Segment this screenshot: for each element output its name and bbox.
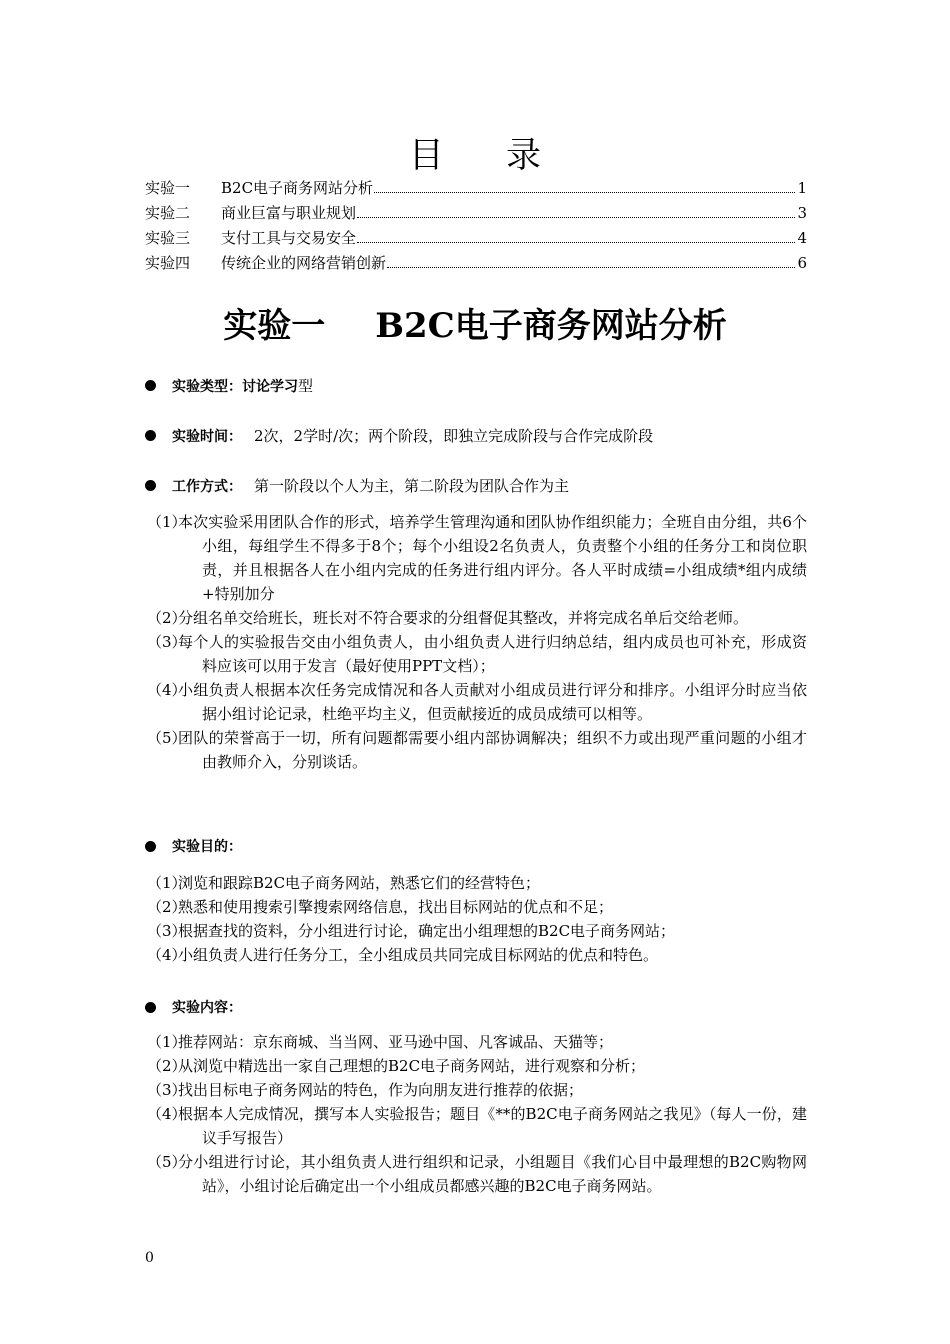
list-item-text: 本次实验采用团队合作的形式，培养学生管理沟通和团队协作组织能力；全班自由分组，共6个小组，每组学生不得多于8个；每个小组设2名负责人，负责整个小组的任务分工和岗位职责，并且根据各人在小组内完成的任务进行组内评分。各人平时成绩=小组成绩*组内成绩+特别加分 <box>178 513 807 603</box>
bullet-icon <box>145 841 156 852</box>
list-item-number: （3） <box>147 633 187 651</box>
page-number: 0 <box>145 1250 154 1266</box>
list-item <box>147 1102 807 1150</box>
list-item-number: （5） <box>147 729 187 747</box>
bullet-icon <box>145 380 156 391</box>
toc-entry-page: 6 <box>797 254 807 272</box>
list-item-text: 根据查找的资料，分小组进行讨论，确定出小组理想的B2C电子商务网站； <box>178 922 676 940</box>
table-of-contents <box>145 177 807 277</box>
list-item-text: 找出目标电子商务网站的特色，作为向朋友进行推荐的依据； <box>178 1081 584 1099</box>
list-item <box>147 1054 807 1078</box>
list-item <box>147 1078 807 1102</box>
list-item-number: （2） <box>147 1057 187 1075</box>
toc-title <box>0 128 950 178</box>
experiment-time <box>145 425 653 446</box>
toc-entry-number: 实验四 <box>145 254 191 272</box>
list-item-text: 分组名单交给班长，班长对不符合要求的分组督促其整改，并将完成名单后交给老师。 <box>178 609 749 627</box>
toc-leader-dots <box>387 266 795 268</box>
list-item-number: （2） <box>147 898 187 916</box>
toc-leader-dots <box>357 216 795 218</box>
experiment-content-list <box>147 1030 807 1198</box>
toc-entry[interactable] <box>145 252 807 277</box>
toc-entry-title: 传统企业的网络营销创新 <box>221 254 387 272</box>
toc-entry-title: 支付工具与交易安全 <box>221 229 357 247</box>
list-item-number: （5） <box>147 1153 187 1171</box>
list-item <box>147 871 807 895</box>
toc-entry-title: 商业巨富与职业规划 <box>221 204 357 222</box>
list-item-number: （4） <box>147 946 187 964</box>
list-item <box>147 630 807 678</box>
toc-entry[interactable] <box>145 227 807 252</box>
experiment-purpose <box>145 836 242 856</box>
toc-entry-page: 1 <box>797 179 807 197</box>
list-item-number: （3） <box>147 1081 187 1099</box>
list-item <box>147 1150 807 1198</box>
list-item-number: （1） <box>147 513 187 531</box>
list-item-text: 从浏览中精选出一家自己理想的B2C电子商务网站，进行观察和分析； <box>178 1057 646 1075</box>
toc-title-left: 目 <box>408 136 444 176</box>
chapter-heading <box>0 298 950 347</box>
toc-entry-page: 4 <box>797 229 807 247</box>
list-item-text: 小组负责人进行任务分工，全小组成员共同完成目标网站的优点和特色。 <box>178 946 659 964</box>
list-item-number: （1） <box>147 1033 187 1051</box>
list-item <box>147 943 807 967</box>
work-method-list <box>147 510 807 774</box>
experiment-content <box>145 997 242 1017</box>
toc-leader-dots <box>357 241 795 243</box>
list-item-number: （1） <box>147 874 187 892</box>
bullet-icon <box>145 430 156 441</box>
experiment-type-label: 实验类型：讨论学习 <box>172 378 298 395</box>
list-item-text: 每个人的实验报告交由小组负责人，由小组负责人进行归纳总结，组内成员也可补充，形成资料应该可以用于发言（最好使用PPT文档）； <box>178 633 807 675</box>
list-item-number: （3） <box>147 922 187 940</box>
list-item <box>147 726 807 774</box>
list-item-text: 小组负责人根据本次任务完成情况和各人贡献对小组成员进行评分和排序。小组评分时应当依据小组讨论记录，杜绝平均主义，但贡献接近的成员成绩可以相等。 <box>178 681 807 723</box>
experiment-time-label: 实验时间： <box>172 428 242 445</box>
work-method <box>145 475 569 496</box>
list-item <box>147 1030 807 1054</box>
work-method-value: 第一阶段以个人为主，第二阶段为团队合作为主 <box>254 477 570 495</box>
list-item-text: 团队的荣誉高于一切，所有问题都需要小组内部协调解决；组织不力或出现严重问题的小组才由教师介入，分别谈话。 <box>178 729 807 771</box>
list-item-number: （4） <box>147 1105 187 1123</box>
list-item-text: 推荐网站：京东商城、当当网、亚马逊中国、凡客诚品、天猫等； <box>178 1033 614 1051</box>
work-method-label: 工作方式： <box>172 478 242 495</box>
list-item-text: 根据本人完成情况，撰写本人实验报告；题目《**的B2C电子商务网站之我见》（每人一份，建议手写报告） <box>178 1105 807 1147</box>
toc-entry-number: 实验二 <box>145 204 191 222</box>
list-item-text: 分小组进行讨论，其小组负责人进行组织和记录，小组题目《我们心目中最理想的B2C购物网站》，小组讨论后确定出一个小组成员都感兴趣的B2C电子商务网站。 <box>178 1153 807 1195</box>
list-item <box>147 510 807 606</box>
experiment-type <box>145 375 313 396</box>
list-item <box>147 678 807 726</box>
experiment-purpose-label: 实验目的： <box>172 839 242 855</box>
list-item <box>147 919 807 943</box>
list-item <box>147 895 807 919</box>
experiment-content-label: 实验内容： <box>172 1000 242 1016</box>
chapter-heading-number: 实验一 <box>223 306 326 346</box>
list-item-text: 浏览和跟踪B2C电子商务网站，熟悉它们的经营特色； <box>178 874 541 892</box>
experiment-type-value: 型 <box>298 377 314 395</box>
toc-entry[interactable] <box>145 202 807 227</box>
list-item-number: （4） <box>147 681 187 699</box>
experiment-time-value: 2次，2学时/次；两个阶段，即独立完成阶段与合作完成阶段 <box>254 427 654 445</box>
list-item <box>147 606 807 630</box>
toc-entry-title: B2C电子商务网站分析 <box>221 179 374 197</box>
bullet-icon <box>145 480 156 491</box>
experiment-purpose-list <box>147 871 807 967</box>
toc-entry-number: 实验一 <box>145 179 191 197</box>
toc-title-right: 录 <box>506 136 542 176</box>
toc-leader-dots <box>374 191 795 193</box>
bullet-icon <box>145 1002 156 1013</box>
toc-entry-page: 3 <box>797 204 807 222</box>
list-item-number: （2） <box>147 609 187 627</box>
toc-entry-number: 实验三 <box>145 229 191 247</box>
list-item-text: 熟悉和使用搜索引擎搜索网络信息，找出目标网站的优点和不足； <box>178 898 614 916</box>
chapter-heading-title: B2C电子商务网站分析 <box>375 306 727 346</box>
toc-entry[interactable] <box>145 177 807 202</box>
